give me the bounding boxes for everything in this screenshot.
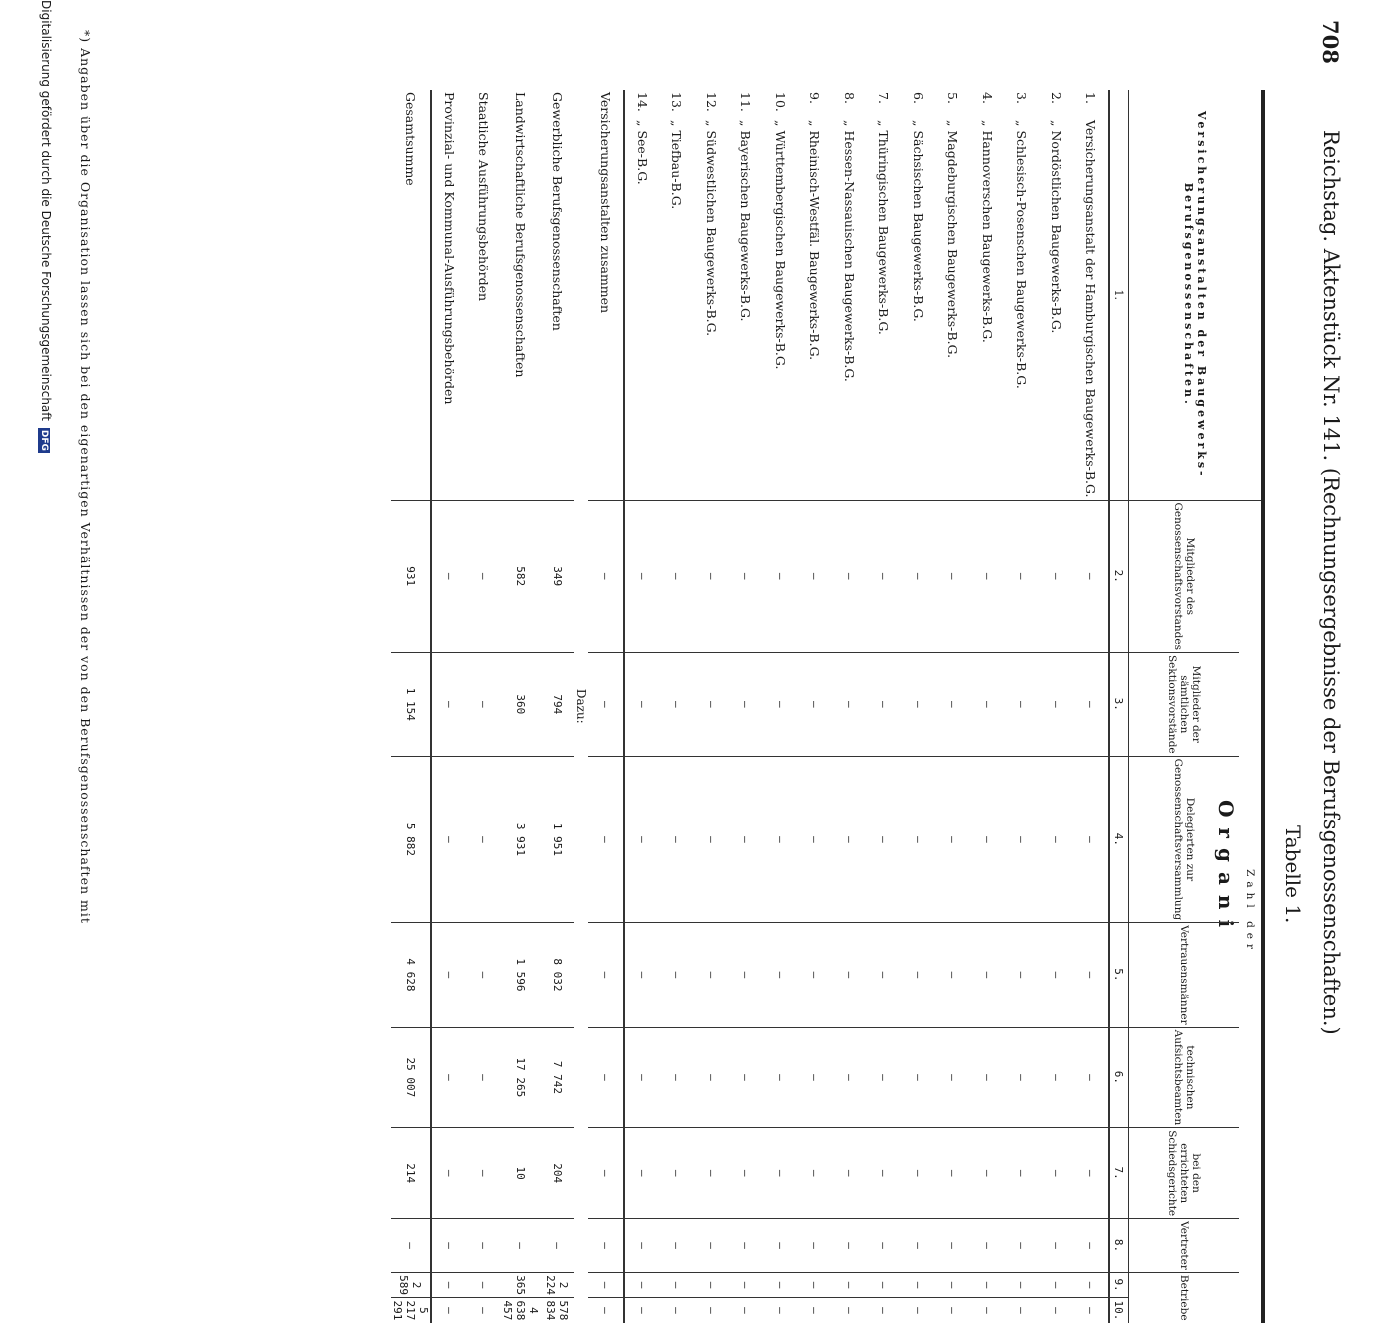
row-label bbox=[763, 90, 798, 500]
cell-col-4: — bbox=[624, 756, 660, 923]
cell-col-5: 4 628 bbox=[391, 923, 431, 1027]
page-number: 708 bbox=[1318, 20, 1343, 64]
cell-col-10: — bbox=[970, 1298, 1005, 1323]
row-label bbox=[501, 90, 540, 500]
column-number-8: 8. bbox=[1109, 1219, 1129, 1273]
cell-col-5: — bbox=[660, 923, 695, 1027]
sub-header-5: Vertrauensmänner bbox=[1129, 923, 1240, 1027]
cell-col-6: — bbox=[694, 1027, 729, 1128]
cell-col-10: — bbox=[431, 1298, 467, 1323]
cell-col-6: — bbox=[867, 1027, 902, 1128]
cell-col-5: — bbox=[832, 923, 867, 1027]
cell-col-9: — bbox=[589, 1272, 625, 1297]
cell-col-4: 1 951 bbox=[540, 756, 575, 923]
sub-header-4: Delegierten zur Genossenschaftsversammlung bbox=[1129, 756, 1240, 923]
cell-col-6: — bbox=[970, 1027, 1005, 1128]
cell-col-5: — bbox=[729, 923, 764, 1027]
column-number-9: 9. bbox=[1109, 1272, 1129, 1297]
cell-col-9: 2 224 bbox=[540, 1272, 575, 1297]
cell-col-3: — bbox=[763, 652, 798, 756]
column-number-7: 7. bbox=[1109, 1128, 1129, 1219]
table-row bbox=[589, 90, 625, 1323]
row-index: 1. bbox=[1083, 92, 1099, 104]
cell-col-6: — bbox=[431, 1027, 467, 1128]
table-row bbox=[540, 90, 575, 1323]
row-index: 7. bbox=[876, 92, 892, 104]
cell-col-5: — bbox=[589, 923, 625, 1027]
table-row bbox=[936, 90, 971, 1323]
cell-col-6: — bbox=[763, 1027, 798, 1128]
cell-col-4: — bbox=[936, 756, 971, 923]
table-row bbox=[1005, 90, 1040, 1323]
row-index: 5. bbox=[945, 92, 961, 104]
cell-col-3: — bbox=[1005, 652, 1040, 756]
cell-col-8: — bbox=[624, 1219, 660, 1273]
cell-col-9: — bbox=[624, 1272, 660, 1297]
row-label-text: „ Hannoverschen Baugewerks-B.G. bbox=[979, 120, 995, 343]
cell-col-6: — bbox=[832, 1027, 867, 1128]
footnote: *) Angaben über die Organisation lassen sich bei den eigenartigen Verhältnissen der von den Berufsgenossenschaften mit bbox=[78, 30, 93, 924]
cell-col-9: — bbox=[832, 1272, 867, 1297]
cell-col-5: — bbox=[624, 923, 660, 1027]
row-label bbox=[729, 90, 764, 500]
cell-col-4: — bbox=[832, 756, 867, 923]
cell-col-7: — bbox=[624, 1128, 660, 1219]
cell-col-10: — bbox=[936, 1298, 971, 1323]
cell-col-3: 1 154 bbox=[391, 652, 431, 756]
cell-col-6: — bbox=[1039, 1027, 1074, 1128]
cell-col-7: — bbox=[467, 1128, 502, 1219]
row-index: 4. bbox=[979, 92, 995, 104]
cell-col-4: — bbox=[798, 756, 833, 923]
cell-col-4: 5 882 bbox=[391, 756, 431, 923]
cell-col-3: — bbox=[660, 652, 695, 756]
credit-text: Digitalisierung gefördert durch die Deutsche Forschungsgemeinschaft bbox=[39, 0, 53, 422]
cell-col-2: 349 bbox=[540, 500, 575, 652]
cell-col-9: — bbox=[763, 1272, 798, 1297]
cell-col-6: — bbox=[798, 1027, 833, 1128]
row-label bbox=[540, 90, 575, 500]
cell-col-4: — bbox=[729, 756, 764, 923]
description-header: Versicherungsanstalten der Baugewerks-Berufsgenossenschaften. bbox=[1182, 110, 1208, 479]
cell-col-6: — bbox=[901, 1027, 936, 1128]
cell-col-8: — bbox=[867, 1219, 902, 1273]
sub-header-8: Vertreter bbox=[1129, 1219, 1240, 1273]
row-label-text: „ Bayerischen Baugewerks-B.G. bbox=[738, 120, 754, 322]
cell-col-2: — bbox=[832, 500, 867, 652]
row-label bbox=[832, 90, 867, 500]
cell-col-5: — bbox=[1074, 923, 1110, 1027]
row-label-text: „ Magdeburgischen Baugewerks-B.G. bbox=[945, 120, 961, 359]
cell-col-2: — bbox=[589, 500, 625, 652]
cell-col-3: — bbox=[729, 652, 764, 756]
cell-col-8: — bbox=[729, 1219, 764, 1273]
row-label-text: „ See-B.G. bbox=[634, 120, 650, 185]
cell-col-4: — bbox=[901, 756, 936, 923]
cell-col-9: — bbox=[1039, 1272, 1074, 1297]
row-index: 8. bbox=[841, 92, 857, 104]
row-label-text: „ Hessen-Nassauischen Baugewerks-B.G. bbox=[841, 120, 857, 382]
cell-col-7: — bbox=[832, 1128, 867, 1219]
cell-col-2: — bbox=[660, 500, 695, 652]
cell-col-10: — bbox=[763, 1298, 798, 1323]
cell-col-8: — bbox=[901, 1219, 936, 1273]
row-label bbox=[467, 90, 502, 500]
cell-col-5: — bbox=[798, 923, 833, 1027]
cell-col-2: — bbox=[1074, 500, 1110, 652]
cell-col-3: — bbox=[901, 652, 936, 756]
cell-col-3: — bbox=[936, 652, 971, 756]
cell-col-3: 794 bbox=[540, 652, 575, 756]
cell-col-5: — bbox=[1039, 923, 1074, 1027]
cell-col-2: — bbox=[867, 500, 902, 652]
row-label-text: „ Thüringischen Baugewerks-B.G. bbox=[876, 120, 892, 335]
row-label-text: Landwirtschaftliche Berufsgenossenschaften bbox=[513, 92, 528, 378]
cell-col-4: — bbox=[1005, 756, 1040, 923]
cell-col-10: — bbox=[589, 1298, 625, 1323]
row-label bbox=[589, 90, 625, 500]
cell-col-9: — bbox=[660, 1272, 695, 1297]
cell-col-9: — bbox=[867, 1272, 902, 1297]
cell-col-3: 360 bbox=[501, 652, 540, 756]
cell-col-10: 5 217 291 bbox=[391, 1298, 431, 1323]
cell-col-7: — bbox=[1005, 1128, 1040, 1219]
cell-col-7: — bbox=[763, 1128, 798, 1219]
table-row bbox=[832, 90, 867, 1323]
cell-col-7: 204 bbox=[540, 1128, 575, 1219]
row-label-text: Versicherungsanstalt der Hamburgischen Baugewerks-B.G. bbox=[1083, 120, 1099, 498]
cell-col-8: — bbox=[501, 1219, 540, 1273]
cell-col-6: — bbox=[589, 1027, 625, 1128]
row-label-text: „ Südwestlichen Baugewerks-B.G. bbox=[703, 120, 719, 337]
cell-col-6: — bbox=[1005, 1027, 1040, 1128]
row-label-text: Staatliche Ausführungsbehörden bbox=[476, 92, 492, 302]
cell-col-3: — bbox=[1074, 652, 1110, 756]
row-label bbox=[431, 90, 467, 500]
table-row bbox=[763, 90, 798, 1323]
cell-col-10: — bbox=[1039, 1298, 1074, 1323]
section-heading: Organi bbox=[1214, 800, 1238, 938]
cell-col-9: — bbox=[798, 1272, 833, 1297]
row-index: 13. bbox=[669, 92, 685, 112]
dfg-logo: DFG bbox=[39, 429, 49, 451]
sub-header-3: Mitglieder der sämtlichen Sektionsvorstände bbox=[1129, 652, 1240, 756]
table-row bbox=[729, 90, 764, 1323]
cell-col-9: — bbox=[431, 1272, 467, 1297]
cell-col-3: — bbox=[467, 652, 502, 756]
cell-col-6: — bbox=[467, 1027, 502, 1128]
cell-col-10: — bbox=[832, 1298, 867, 1323]
table-row bbox=[901, 90, 936, 1323]
cell-col-10: 578 834 bbox=[540, 1298, 575, 1323]
cell-col-8: — bbox=[763, 1219, 798, 1273]
dazu-label: Dazu: bbox=[574, 688, 589, 724]
cell-col-6: — bbox=[729, 1027, 764, 1128]
cell-col-2: — bbox=[694, 500, 729, 652]
cell-col-7: 10 bbox=[501, 1128, 540, 1219]
cell-col-8: — bbox=[589, 1219, 625, 1273]
cell-col-3: — bbox=[970, 652, 1005, 756]
row-index: 14. bbox=[634, 92, 650, 112]
column-number-5: 5. bbox=[1109, 923, 1129, 1027]
cell-col-2: — bbox=[729, 500, 764, 652]
cell-col-8: — bbox=[798, 1219, 833, 1273]
dazu-row bbox=[575, 90, 589, 1323]
cell-col-9: — bbox=[970, 1272, 1005, 1297]
cell-col-4: 3 931 bbox=[501, 756, 540, 923]
cell-col-5: — bbox=[431, 923, 467, 1027]
cell-col-3: — bbox=[694, 652, 729, 756]
cell-col-5: — bbox=[467, 923, 502, 1027]
cell-col-3: — bbox=[832, 652, 867, 756]
group-header: Zahl der bbox=[1239, 500, 1263, 1323]
row-label-text: „ Sächsischen Baugewerks-B.G. bbox=[910, 120, 926, 322]
row-label bbox=[624, 90, 660, 500]
cell-col-3: — bbox=[1039, 652, 1074, 756]
table-row bbox=[624, 90, 660, 1323]
cell-col-3: — bbox=[431, 652, 467, 756]
row-label bbox=[391, 90, 431, 500]
cell-col-7: 214 bbox=[391, 1128, 431, 1219]
cell-col-9: 2 589 bbox=[391, 1272, 431, 1297]
cell-col-9: — bbox=[1005, 1272, 1040, 1297]
cell-col-5: 8 032 bbox=[540, 923, 575, 1027]
cell-col-5: — bbox=[867, 923, 902, 1027]
cell-col-4: — bbox=[694, 756, 729, 923]
sub-header-2: Mitglieder des Genossenschaftsvorstandes bbox=[1129, 500, 1240, 652]
table-row bbox=[431, 90, 467, 1323]
cell-col-5: — bbox=[901, 923, 936, 1027]
cell-col-8: — bbox=[970, 1219, 1005, 1273]
row-index: 9. bbox=[807, 92, 823, 104]
cell-col-9: — bbox=[936, 1272, 971, 1297]
table-row bbox=[798, 90, 833, 1323]
row-label-text: „ Schlesisch-Posenschen Baugewerks-B.G. bbox=[1014, 120, 1030, 389]
row-index: 6. bbox=[910, 92, 926, 104]
cell-col-8: — bbox=[1005, 1219, 1040, 1273]
row-label bbox=[1074, 90, 1110, 500]
page-title: Reichstag. Aktenstück Nr. 141. (Rechnungsergebnisse der Berufsgenossenschaften.) bbox=[1319, 130, 1343, 1035]
column-number-6: 6. bbox=[1109, 1027, 1129, 1128]
cell-col-3: — bbox=[798, 652, 833, 756]
cell-col-9: — bbox=[467, 1272, 502, 1297]
cell-col-7: — bbox=[589, 1128, 625, 1219]
cell-col-9: — bbox=[901, 1272, 936, 1297]
cell-col-3: — bbox=[624, 652, 660, 756]
cell-col-4: — bbox=[1074, 756, 1110, 923]
sub-header-6: technischen Aufsichtsbeamten bbox=[1129, 1027, 1240, 1128]
cell-col-6: 7 742 bbox=[540, 1027, 575, 1128]
cell-col-2: — bbox=[467, 500, 502, 652]
row-label bbox=[867, 90, 902, 500]
cell-col-7: — bbox=[660, 1128, 695, 1219]
sub-header-7: bei den errichteten Schiedsgerichte bbox=[1129, 1128, 1240, 1219]
cell-col-7: — bbox=[970, 1128, 1005, 1219]
cell-col-9: — bbox=[1074, 1272, 1110, 1297]
cell-col-7: — bbox=[729, 1128, 764, 1219]
cell-col-7: — bbox=[936, 1128, 971, 1219]
cell-col-9: 365 bbox=[501, 1272, 540, 1297]
cell-col-6: — bbox=[936, 1027, 971, 1128]
row-index: 2. bbox=[1048, 92, 1064, 104]
row-label-text: Gewerbliche Berufsgenossenschaften bbox=[549, 92, 565, 331]
cell-col-2: — bbox=[936, 500, 971, 652]
cell-col-4: — bbox=[763, 756, 798, 923]
cell-col-6: 17 265 bbox=[501, 1027, 540, 1128]
row-label bbox=[901, 90, 936, 500]
cell-col-2: — bbox=[1005, 500, 1040, 652]
cell-col-3: — bbox=[867, 652, 902, 756]
cell-col-10: — bbox=[1005, 1298, 1040, 1323]
cell-col-7: — bbox=[798, 1128, 833, 1219]
row-label bbox=[970, 90, 1005, 500]
cell-col-4: — bbox=[431, 756, 467, 923]
cell-col-8: — bbox=[660, 1219, 695, 1273]
row-label-text: Gesamtsumme bbox=[403, 92, 418, 186]
cell-col-4: — bbox=[867, 756, 902, 923]
row-label bbox=[936, 90, 971, 500]
cell-col-4: — bbox=[970, 756, 1005, 923]
cell-col-10: — bbox=[901, 1298, 936, 1323]
cell-col-10: — bbox=[1074, 1298, 1110, 1323]
cell-col-8: — bbox=[936, 1219, 971, 1273]
cell-col-2: — bbox=[901, 500, 936, 652]
column-number-2: 2. bbox=[1109, 500, 1129, 652]
cell-col-6: 25 007 bbox=[391, 1027, 431, 1128]
cell-col-4: — bbox=[1039, 756, 1074, 923]
column-number-4: 4. bbox=[1109, 756, 1129, 923]
credit-line bbox=[38, 0, 53, 453]
row-label-text: „ Württembergischen Baugewerks-B.G. bbox=[772, 120, 788, 370]
row-index: 11. bbox=[738, 92, 754, 112]
cell-col-7: — bbox=[1074, 1128, 1110, 1219]
column-number-row bbox=[1109, 90, 1129, 1323]
table-row bbox=[467, 90, 502, 1323]
table-row bbox=[694, 90, 729, 1323]
table-label: Tabelle 1. bbox=[1281, 825, 1305, 924]
cell-col-7: — bbox=[867, 1128, 902, 1219]
cell-col-9: — bbox=[729, 1272, 764, 1297]
row-label bbox=[1039, 90, 1074, 500]
cell-col-2: 582 bbox=[501, 500, 540, 652]
cell-col-4: — bbox=[589, 756, 625, 923]
row-index: 3. bbox=[1014, 92, 1030, 104]
cell-col-5: — bbox=[1005, 923, 1040, 1027]
cell-col-5: 1 596 bbox=[501, 923, 540, 1027]
row-label-text: „ Nordöstlichen Baugewerks-B.G. bbox=[1048, 120, 1064, 334]
table-row bbox=[867, 90, 902, 1323]
cell-col-7: — bbox=[694, 1128, 729, 1219]
table-row bbox=[970, 90, 1005, 1323]
cell-col-7: — bbox=[1039, 1128, 1074, 1219]
table-row bbox=[1039, 90, 1074, 1323]
table-row bbox=[391, 90, 431, 1323]
cell-col-10: — bbox=[729, 1298, 764, 1323]
cell-col-10: — bbox=[467, 1298, 502, 1323]
cell-col-4: — bbox=[467, 756, 502, 923]
cell-col-8: — bbox=[467, 1219, 502, 1273]
cell-col-2: — bbox=[970, 500, 1005, 652]
cell-col-10: — bbox=[798, 1298, 833, 1323]
cell-col-7: — bbox=[901, 1128, 936, 1219]
table-row bbox=[660, 90, 695, 1323]
cell-col-5: — bbox=[694, 923, 729, 1027]
cell-col-10: 4 638 457 bbox=[501, 1298, 540, 1323]
cell-col-5: — bbox=[970, 923, 1005, 1027]
row-label bbox=[798, 90, 833, 500]
cell-col-8: — bbox=[1074, 1219, 1110, 1273]
row-label bbox=[660, 90, 695, 500]
row-label bbox=[694, 90, 729, 500]
statistics-table bbox=[391, 90, 1265, 1323]
cell-col-5: — bbox=[763, 923, 798, 1027]
table-body bbox=[391, 90, 1109, 1323]
column-number-10: 10. bbox=[1109, 1298, 1129, 1323]
cell-col-6: — bbox=[660, 1027, 695, 1128]
cell-col-8: — bbox=[1039, 1219, 1074, 1273]
cell-col-10: — bbox=[694, 1298, 729, 1323]
row-label-text: Provinzial- und Kommunal-Ausführungsbehörden bbox=[441, 92, 457, 405]
cell-col-2: — bbox=[763, 500, 798, 652]
table-row bbox=[501, 90, 540, 1323]
cell-col-2: — bbox=[798, 500, 833, 652]
cell-col-8: — bbox=[431, 1219, 467, 1273]
cell-col-8: — bbox=[694, 1219, 729, 1273]
row-index: 12. bbox=[703, 92, 719, 112]
cell-col-5: — bbox=[936, 923, 971, 1027]
column-number-1: 1. bbox=[1109, 90, 1129, 500]
row-index: 10. bbox=[772, 92, 788, 112]
cell-col-8: — bbox=[540, 1219, 575, 1273]
cell-col-2: 931 bbox=[391, 500, 431, 652]
cell-col-10: — bbox=[660, 1298, 695, 1323]
column-number-3: 3. bbox=[1109, 652, 1129, 756]
cell-col-4: — bbox=[660, 756, 695, 923]
row-label bbox=[1005, 90, 1040, 500]
cell-col-8: — bbox=[832, 1219, 867, 1273]
cell-col-6: — bbox=[624, 1027, 660, 1128]
cell-col-10: — bbox=[624, 1298, 660, 1323]
cell-col-2: — bbox=[1039, 500, 1074, 652]
cell-col-2: — bbox=[624, 500, 660, 652]
row-label-text: „ Tiefbau-B.G. bbox=[669, 120, 685, 210]
sub-header-9: Betriebe bbox=[1129, 1272, 1240, 1322]
cell-col-10: — bbox=[867, 1298, 902, 1323]
row-label-text: „ Rheinisch-Westfäl. Baugewerks-B.G. bbox=[807, 120, 823, 361]
row-label-text: Versicherungsanstalten zusammen bbox=[598, 92, 614, 314]
cell-col-9: — bbox=[694, 1272, 729, 1297]
cell-col-6: — bbox=[1074, 1027, 1110, 1128]
cell-col-2: — bbox=[431, 500, 467, 652]
cell-col-7: — bbox=[431, 1128, 467, 1219]
table-row bbox=[1074, 90, 1110, 1323]
cell-col-8: — bbox=[391, 1219, 431, 1273]
cell-col-3: — bbox=[589, 652, 625, 756]
